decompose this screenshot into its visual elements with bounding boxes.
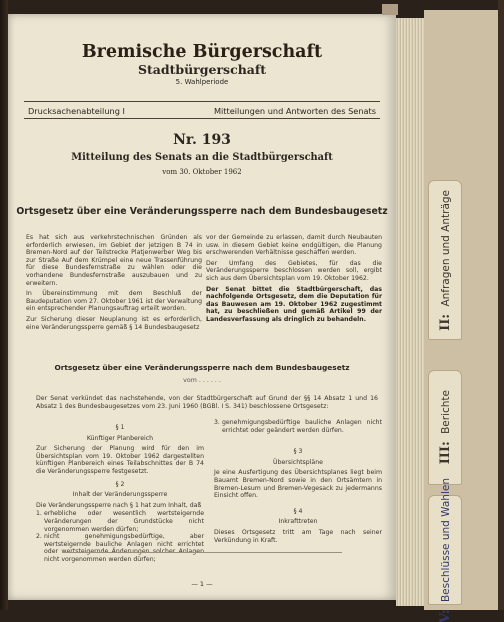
section-number: § 1	[115, 424, 125, 431]
law-heading: Ortsgesetz über eine Veränderungssperre nach dem Bundesbaugesetz	[54, 363, 350, 372]
binder-right-edge	[498, 0, 504, 610]
tab-label: II: Anfragen und Anträge	[437, 189, 453, 331]
document-number: Nr. 193	[173, 132, 231, 148]
law-intro: Der Senat verkündet das nachstehende, von der Stadtbürgerschaft auf Grund der §§ 14 Absatz 1 und 16 Absatz 1 des Bundesbaugesetzes vom 23. Juni 1960 (BGBl. I S. 341) beschlossene Ortsgesetz:	[36, 395, 378, 410]
section-number: § 4	[293, 507, 303, 515]
page-corner-sticker	[382, 4, 398, 15]
section-text: Zur Sicherung der Planung wird für den im Übersichtsplan vom 19. Oktober 1962 dargestellten künftigen Planbereich eines Teilabschnittes der B 74 die Veränderungssperre festgesetzt.	[36, 445, 204, 475]
column-left	[26, 234, 202, 334]
section-text: Je eine Ausfertigung des Übersichtsplanes liegt beim Bauamt Bremen-Nord sowie in den Ortsämtern in Bremen-Lesum und Bremen-Vegesack zu jedermanns Einsicht offen.	[214, 469, 382, 500]
section-text: Dieses Ortsgesetz tritt am Tage nach seiner Verkündung in Kraft.	[214, 528, 382, 544]
tab-label: V: Beschlüsse und Wahlen	[437, 477, 453, 622]
list-item: 2. nicht genehmigungsbedürftige, aber wertsteigernde bauliche Anlagen nicht errichtet oder wertsteigernde Änderungen solcher Anlagen nicht vorgenommen werden dürfen;	[36, 533, 204, 563]
header-rule-top	[24, 101, 380, 102]
tab-label: III: Berichte	[437, 390, 453, 465]
list-item: 1. erhebliche oder wesentlich wertsteigernde Veränderungen der Grundstücke nicht vorgenommen werden dürfen;	[36, 510, 204, 533]
paragraph: In Übereinstimmung mit dem Beschluß der Baudeputation vom 27. Oktober 1961 ist der Verwaltung ein entsprechender Planungsauftrag erteilt worden.	[26, 290, 202, 313]
column-right	[206, 234, 382, 327]
header-department: Drucksachenabteilung I	[28, 106, 125, 116]
section-title: Übersichtspläne	[273, 458, 323, 466]
section-title: Inhalt der Veränderungssperre	[72, 491, 168, 499]
tab-beschluesse[interactable]	[428, 477, 462, 622]
senate-request-paragraph: Der Senat bittet die Stadtbürgerschaft, das nachfolgende Ortsgesetz, dem die Deputation für das Bauwesen am 19. Oktober 1962 zugestimmt hat, zu beschließen und gemäß Artikel 99 der Landesverfassung als dringlich zu behandeln.	[206, 285, 382, 323]
header-category: Mitteilungen und Antworten des Senats	[213, 106, 376, 116]
list-item: 3. genehmigungsbedürftige bauliche Anlagen nicht errichtet oder geändert werden dürfen.	[214, 419, 382, 434]
chamber-title: Bremische Bürgerschaft	[81, 42, 323, 62]
section-number: § 2	[115, 480, 125, 488]
paragraph: Es hat sich aus verkehrstechnischen Gründen als erforderlich erwiesen, im Gebiet der jetzigen B 74 in Bremen-Nord auf der Teilstrecke Platjenwerber Weg bis zur Straße Auf dem Krümpel eine neue Trassenführung für diese Bundesfernstraße zu wählen oder die vorhandene Bundesfernstraße auszubauen und zu erweitern.	[26, 234, 202, 287]
section-text: Die Veränderungssperre nach § 1 hat zum Inhalt, daß	[36, 501, 202, 509]
subchamber-title: Stadtbürgerschaft	[137, 62, 267, 77]
page-stack-edges	[396, 18, 426, 606]
section-number: § 3	[293, 448, 303, 456]
section-heading: Ortsgesetz über eine Veränderungssperre nach dem Bundesbaugesetz	[16, 206, 388, 217]
register-tabs	[424, 10, 500, 622]
tab-berichte[interactable]	[428, 370, 462, 485]
law-column-left	[36, 419, 204, 564]
section-title: Inkrafttreten	[278, 518, 318, 526]
page-number: — 1 —	[191, 580, 213, 588]
document-title: Mitteilung des Senats an die Stadtbürgerschaft	[71, 152, 333, 163]
law-date-placeholder: vom . . . . . .	[183, 377, 221, 384]
binder-left-edge	[0, 0, 8, 610]
section-title: Künftiger Planbereich	[86, 434, 154, 442]
header-rule-bottom	[24, 118, 380, 119]
document-date: vom 30. Oktober 1962	[162, 168, 242, 176]
election-period: 5. Wahlperiode	[175, 78, 229, 86]
law-column-right	[214, 419, 382, 547]
footer-rule	[62, 552, 342, 553]
paragraph: vor der Gemeinde zu erlassen, damit durch Neubauten usw. in diesem Gebiet keine endgültigen, die Planung erschwerenden Verhältnisse geschaffen werden.	[206, 234, 382, 257]
paragraph: Der Umfang des Gebietes, für das die Veränderungssperre beschlossen werden soll, ergibt sich aus dem Übersichtsplan vom 19. Oktober 1962.	[206, 259, 382, 282]
paragraph: Zur Sicherung dieser Neuplanung ist es erforderlich, eine Veränderungssperre gemäß § 14 Bundesbaugesetz	[26, 315, 202, 331]
tab-anfragen[interactable]	[428, 180, 462, 340]
document-page	[8, 14, 396, 600]
